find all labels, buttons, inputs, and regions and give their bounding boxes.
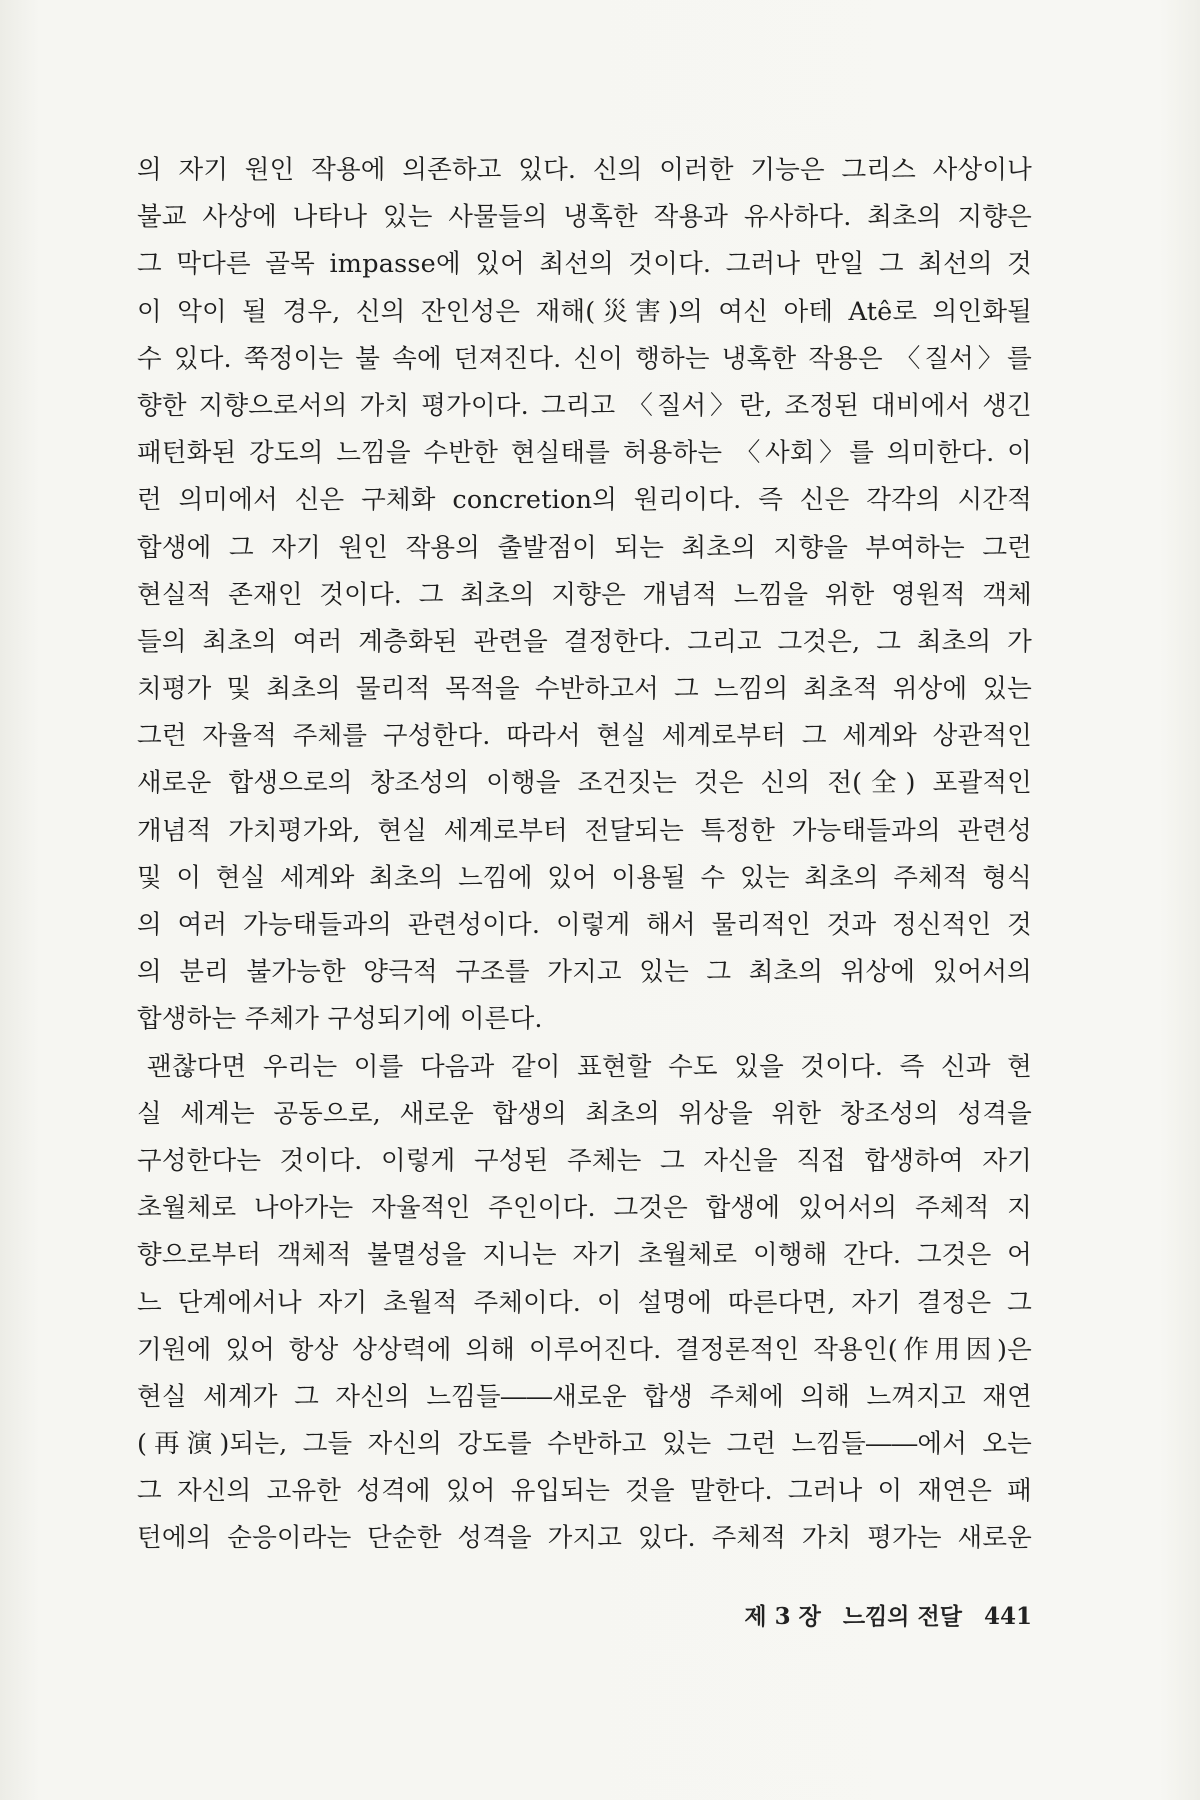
text-line: 치평가 및 최초의 물리적 목적을 수반하고서 그 느낌의 최초적 위상에 있는 — [137, 674, 1032, 705]
text-line: 그런 자율적 주체를 구성한다. 따라서 현실 세계로부터 그 세계와 상관적인 — [137, 721, 1032, 752]
paragraph-1 — [137, 147, 1032, 1044]
text-line: 초월체로 나아가는 자율적인 주인이다. 그것은 합생에 있어서의 주체적 지 — [137, 1193, 1032, 1224]
text-line: 이 악이 될 경우, 신의 잔인성은 재해(災害)의 여신 아테 Atê로 의인화될 — [137, 296, 1032, 327]
running-footer — [691, 1597, 1032, 1637]
text-line: 의 자기 원인 작용에 의존하고 있다. 신의 이러한 기능은 그리스 사상이나 — [137, 155, 1032, 185]
text-line: 불교 사상에 나타나 있는 사물들의 냉혹한 작용과 유사하다. 최초의 지향은 — [137, 202, 1032, 233]
text-line: 수 있다. 쭉정이는 불 속에 던져진다. 신이 행하는 냉혹한 작용은 〈질서〉를 — [137, 343, 1032, 374]
text-line: 현실 세계가 그 자신의 느낌들――새로운 합생 주체에 의해 느껴지고 재연 — [137, 1381, 1032, 1412]
text-line: 합생하는 주체가 구성되기에 이른다. — [137, 1004, 543, 1035]
text-line: 향으로부터 객체적 불멸성을 지니는 자기 초월체로 이행해 간다. 그것은 어 — [137, 1240, 1032, 1271]
text-line: 느 단계에서나 자기 초월적 주체이다. 이 설명에 따른다면, 자기 결정은 그 — [137, 1287, 1032, 1318]
paragraph-2 — [137, 1044, 1032, 1563]
page-number: 441 — [983, 1603, 1032, 1630]
text-line: 및 이 현실 세계와 최초의 느낌에 있어 이용될 수 있는 최초의 주체적 형식 — [137, 862, 1032, 893]
text-line: 그 막다른 골목 impasse에 있어 최선의 것이다. 그러나 만일 그 최선의 것 — [137, 249, 1032, 280]
text-line: 합생에 그 자기 원인 작용의 출발점이 되는 최초의 지향을 부여하는 그런 — [137, 532, 1032, 563]
chapter-title: 느낌의 전달 — [842, 1603, 962, 1630]
text-line: 턴에의 순응이라는 단순한 성격을 가지고 있다. 주체적 가치 평가는 새로운 — [137, 1523, 1032, 1554]
body-text — [137, 147, 1032, 1563]
text-line: 구성한다는 것이다. 이렇게 구성된 주체는 그 자신을 직접 합생하여 자기 — [137, 1145, 1032, 1176]
text-line: 의 여러 가능태들과의 관련성이다. 이렇게 해서 물리적인 것과 정신적인 것 — [137, 910, 1032, 940]
text-line: (再演)되는, 그들 자신의 강도를 수반하고 있는 그런 느낌들――에서 오는 — [137, 1429, 1032, 1460]
text-line: 기원에 있어 항상 상상력에 의해 이루어진다. 결정론적인 작용인(作用因)은 — [137, 1334, 1032, 1365]
text-line: 패턴화된 강도의 느낌을 수반한 현실태를 허용하는 〈사회〉를 의미한다. 이 — [137, 438, 1032, 469]
text-line: 괜찮다면 우리는 이를 다음과 같이 표현할 수도 있을 것이다. 즉 신과 현 — [147, 1051, 1032, 1082]
text-line: 현실적 존재인 것이다. 그 최초의 지향은 개념적 느낌을 위한 영원적 객체 — [137, 579, 1032, 610]
text-line: 향한 지향으로서의 가치 평가이다. 그리고 〈질서〉란, 조정된 대비에서 생긴 — [137, 390, 1032, 421]
text-line: 들의 최초의 여러 계층화된 관련을 결정한다. 그리고 그것은, 그 최초의 가 — [137, 626, 1032, 657]
text-line: 개념적 가치평가와, 현실 세계로부터 전달되는 특정한 가능태들과의 관련성 — [137, 815, 1032, 846]
chapter-label: 제 3 장 — [744, 1603, 821, 1630]
text-line: 새로운 합생으로의 창조성의 이행을 조건짓는 것은 신의 전(全) 포괄적인 — [137, 768, 1032, 799]
text-line: 실 세계는 공동으로, 새로운 합생의 최초의 위상을 위한 창조성의 성격을 — [137, 1098, 1032, 1129]
text-line: 런 의미에서 신은 구체화 concretion의 원리이다. 즉 신은 각각의 시간적 — [137, 485, 1032, 516]
text-line: 그 자신의 고유한 성격에 있어 유입되는 것을 말한다. 그러나 이 재연은 패 — [137, 1476, 1032, 1507]
text-line: 의 분리 불가능한 양극적 구조를 가지고 있는 그 최초의 위상에 있어서의 — [137, 957, 1032, 988]
